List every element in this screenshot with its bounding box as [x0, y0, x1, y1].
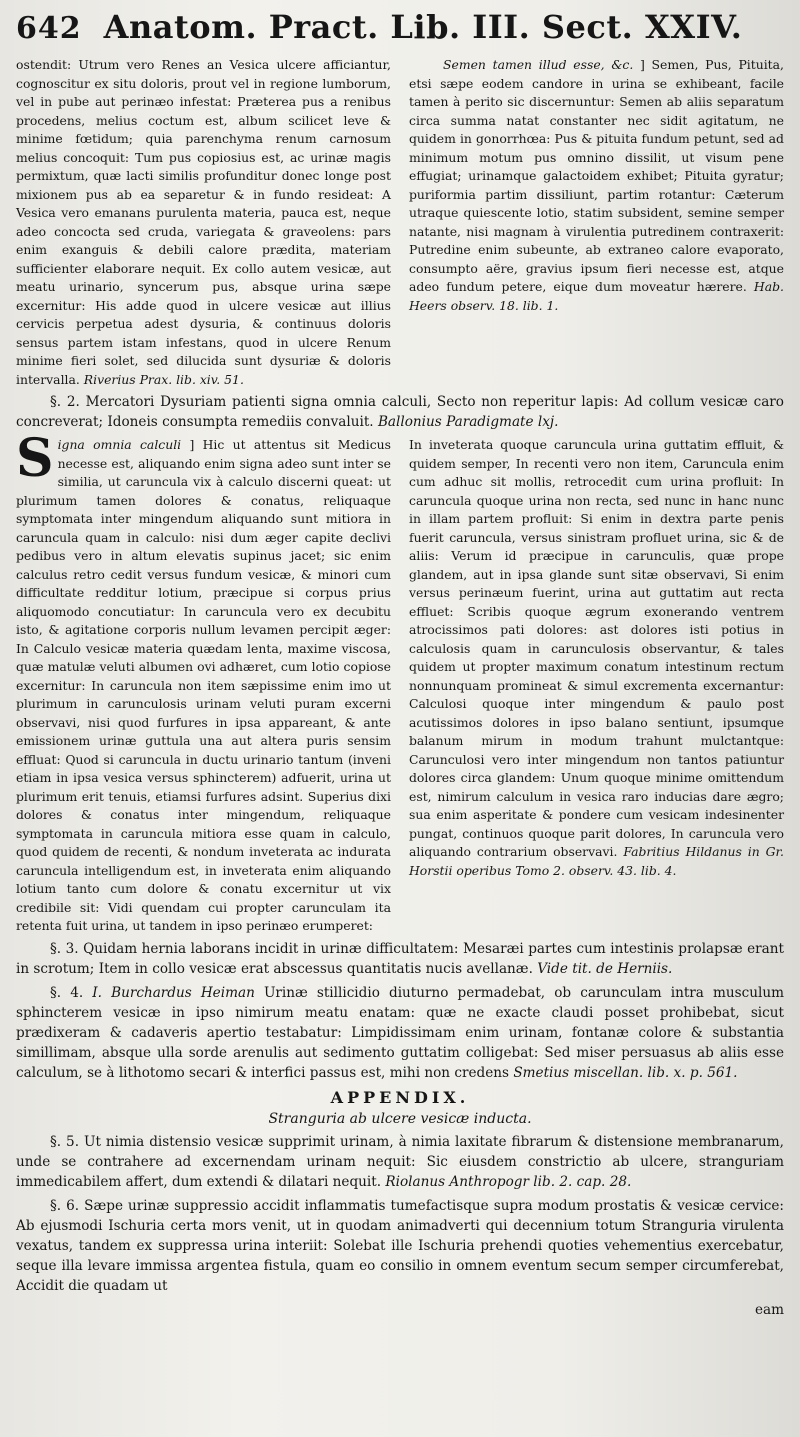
- page-number: 642: [16, 11, 82, 46]
- top-right-text: [409, 56, 784, 315]
- section-4-paragraph: [16, 983, 784, 1083]
- appendix-heading: APPENDIX.: [330, 1087, 470, 1107]
- catchword-line: [16, 1300, 784, 1320]
- middle-right-text: [409, 436, 784, 880]
- section-4-label: §. 4.: [50, 984, 84, 1001]
- appendix-subheading: Stranguria ab ulcere vesicæ inducta.: [268, 1110, 532, 1127]
- section-2-text: Mercatori Dysuriam patienti signa omnia calculi, Secto non reperitur lapis: Ad collum vesicæ caro concreverat; Idoneis consumpta remediis convaluit.: [16, 394, 784, 430]
- drop-cap: S: [16, 428, 54, 489]
- section-4-text: Urinæ stillicidio diuturno permadebat, ob carunculam intra musculum sphincterem vesicæ in ipso nimirum meatu enatam: quæ ne exacte claudi posset prohibebat, sicut prædixeram & cadaveris apertio testabatur: Limpidissimam enim urinam, fontanæ colore & substantia simillimam, absque ulla sorde arenulis aut sedimento guttatim colligebat: Sed miser persuasus ab aliis esse calculum, se à lithotomo secari & interfici passus est, mihi non credens: [16, 984, 784, 1081]
- top-two-column-block: [16, 56, 784, 389]
- section-3-text: Quidam hernia laborans incidit in urinæ difficultatem: Mesaræi partes cum intestinis prolapsæ erant in scrotum; Item in collo vesicæ erat abscessus quantitatis nucis avellanæ.: [16, 940, 784, 977]
- section-2-paragraph: [16, 392, 784, 432]
- section-3-reference: Vide tit. de Herniis.: [537, 960, 673, 977]
- top-right-reference: Hab. Heers observ. 18. lib. 1.: [409, 279, 784, 313]
- section-6-text: Sæpe urinæ suppressio accidit inflammatis tumefactisque supra modum prostatis & vesicæ cervice: Ab ejusmodi Ischuria certa mors venit, ut in quodam animadverti qui decennium totum Stranguria virulenta vexatus, tandem ex suppressa urina interiit: Solebat ille Ischuria prehendi quoties vehementius exercebatur, seque illa levare immissa argentea fistula, quam eo consilio in omnem eventum secum semper circumferebat, Accidit die quadam ut: [16, 1197, 784, 1294]
- middle-left-text: [16, 428, 391, 936]
- middle-right-reference: Fabritius Hildanus in Gr. Horstii operibus Tomo 2. observ. 43. lib. 4.: [409, 844, 784, 878]
- section-6-paragraph: [16, 1196, 784, 1296]
- section-5-text: Ut nimia distensio vesicæ supprimit urinam, à nimia laxitate fibrarum & distensione membranarum, unde se contrahere ad excernendam urinam nequit: Sic eiusdem constrictio ab ulcere, stranguriam immedicabilem affert, dum extendi & dilatari nequit.: [16, 1133, 784, 1190]
- running-head: [16, 8, 784, 56]
- middle-right-column: [409, 436, 784, 936]
- section-5-label: §. 5.: [50, 1133, 80, 1150]
- top-left-text: [16, 56, 391, 389]
- section-4-reference: Smetius miscellan. lib. x. p. 561.: [513, 1064, 738, 1081]
- top-left-body: ostendit: Utrum vero Renes an Vesica ulcere afficiantur, cognoscitur ex situ doloris, prout vel in regione lumborum, vel in pube aut perinæo infestat: Præterea pus a renibus procedens, melius coctum est, album scilicet leve & minime fœtidum; quia parenchyma renum carnosum melius concoquit: Tum pus copiosius est, ac urinæ magis permixtum, quæ lacti similis profunditur donec longe post mixionem pus ab ea separetur & in fundo resideat: A Vesica vero emanans purulenta materia, pauca est, neque adeo concocta sed cruda, variegata & graveolens: pars enim exanguis & debili calore prædita, materiam sufficienter elaborare nequit. Ex collo autem vesicæ, aut meatu urinario, syncerum pus, absque urina sæpe excernitur: His adde quod in ulcere vesicæ aut illius cervicis perpetua adest dysuria, & continuus doloris sensus partem istam infestans, quod in ulcere Renum minime fieri solet, sed dilucida sunt dysuriæ & doloris intervalla.: [16, 57, 391, 387]
- top-right-body: ] Semen, Pus, Pituita, etsi sæpe eodem candore in urina se exhibeant, facile tamen à perito sic discernuntur: Semen ab aliis separatum circa summa natat constanter nec sidit agitatum, ne quidem in gonorrhœa: Pus & pituita fundum petunt, sed ad minimum motum pus omnino dissilit, ut visum pene effugiat; urinamque galactoidem exhibet; Pituita gyratur; puriformia partim dissiliunt, partim rotantur: Cæterum utraque quiescente lotio, statim subsident, semine semper natante, nisi magnam à virulentia putredinem contraxerit: Putredine enim subeunte, ab extraneo calore evaporato, consumpto aëre, gravius ipsum fieri necesse est, atque adeo fundum petere, eique dum moveatur hærere.: [409, 57, 784, 294]
- middle-right-body: In inveterata quoque caruncula urina guttatim effluit, & quidem semper, In recenti vero non item, Caruncula enim cum adhuc sit mollis, retrocedit cum urina profluit: In caruncula quoque urina non recta, sed nunc in hanc nunc in illam partem profluit: Si enim in dextra parte penis fuerit caruncula, versus sinistram profluet urina, sic & de aliis: Verum id præcipue in carunculis, quæ prope glandem, aut in ipsa glande sunt sitæ observavi, Si enim versus perinæum fuerint, urina aut guttatim aut recta effluet: Scribis quoque ægrum exonerando ventrem atrocissimos pati dolores: ast dolores isti potius in calculosis quam in carunculosis observantur, & tales quidem ut propter maximum conatum intestinum rectum nonnunquam promineat & simul excrementa excernantur: Calculosi quoque inter mingendum & paulo post acutissimos dolores in ipso balano sentiunt, ipsumque balanum mirum in modum trahunt mulctantque: Carunculosi vero inter mingendum non tantos patiuntur dolores circa glandem: Unum quoque minime omittendum est, nimirum calculum in vesica raro inducias dare ægro; sua enim asperitate & pondere cum vesicam indesinenter pungat, continuos quoque parit dolores, In caruncula vero aliquando contrarium observavi.: [409, 437, 784, 859]
- section-3-paragraph: [16, 939, 784, 979]
- section-4-name: I. Burchardus Heiman: [92, 984, 255, 1001]
- section-5-reference: Riolanus Anthropogr lib. 2. cap. 28.: [385, 1173, 632, 1190]
- section-2-label: §. 2.: [50, 394, 80, 410]
- section-5-paragraph: [16, 1132, 784, 1192]
- middle-two-column-block: [16, 428, 784, 936]
- top-right-lemma: Semen tamen illud esse, &c.: [443, 57, 634, 72]
- section-3-label: §. 3.: [50, 940, 79, 957]
- section-2-reference: Ballonius Paradigmate lxj.: [377, 414, 559, 430]
- running-title: Anatom. Pract. Lib. III. Sect. XXIV.: [103, 8, 743, 46]
- middle-left-column: [16, 428, 391, 936]
- middle-left-body: ] Hic ut attentus sit Medicus necesse est, aliquando enim signa adeo sunt inter se similia, ut caruncula vix à calculo discerni queat: ut plurimum tamen dolores & conatus, reliquaque symptomata inter mingendum aliquando sunt mitiora in caruncula quam in calculo: nisi dum æger capite declivi pedibus vero in altum elevatis supinus jacet; sic enim calculus retro cedit versus fundum vesicæ, & minori cum difficultate redditur lotium, præcipue si corpus prius aliquomodo concutiatur: In caruncula vero ex decubitu isto, & agitatione corporis nullum levamen percipit æger: In Calculo vesicæ materia quædam lenta, maxime viscosa, quæ matulæ veluti albumen ovi adhæret, cum lotio copiose excernitur: In caruncula non item sæpissime enim imo ut plurimum in carunculosis urinam veluti puram excerni observavi, nisi quod furfures in ipsa appareant, & ante emissionem urinæ guttula una aut altera puris sensim effluat: Quod si caruncula in ductu urinario tantum (inveni etiam in ipsa vesica versus sphincterem) adfuerit, urina ut plurimum erit tenuis, etiamsi furfures adsint. Superius dixi dolores & conatus inter mingendum, reliquaque symptomata in caruncula mitiora esse quam in calculo, quod quidem de recenti, & nondum inveterata ac indurata caruncula intelligendum est, in inveterata enim aliquando lotium tanto cum dolore & conatu excernitur ut vix credibile sit: Vidi quendam cui propter carunculam ita retenta fuit urina, ut tandem in ipso perinæo erumperet:: [16, 437, 391, 933]
- catchword: eam: [754, 1301, 784, 1318]
- middle-left-lemma: igna omnia calculi: [57, 437, 182, 452]
- section-6-label: §. 6.: [50, 1197, 80, 1214]
- top-right-column: [409, 56, 784, 389]
- top-left-reference: Riverius Prax. lib. xiv. 51.: [83, 371, 244, 387]
- top-left-column: [16, 56, 391, 389]
